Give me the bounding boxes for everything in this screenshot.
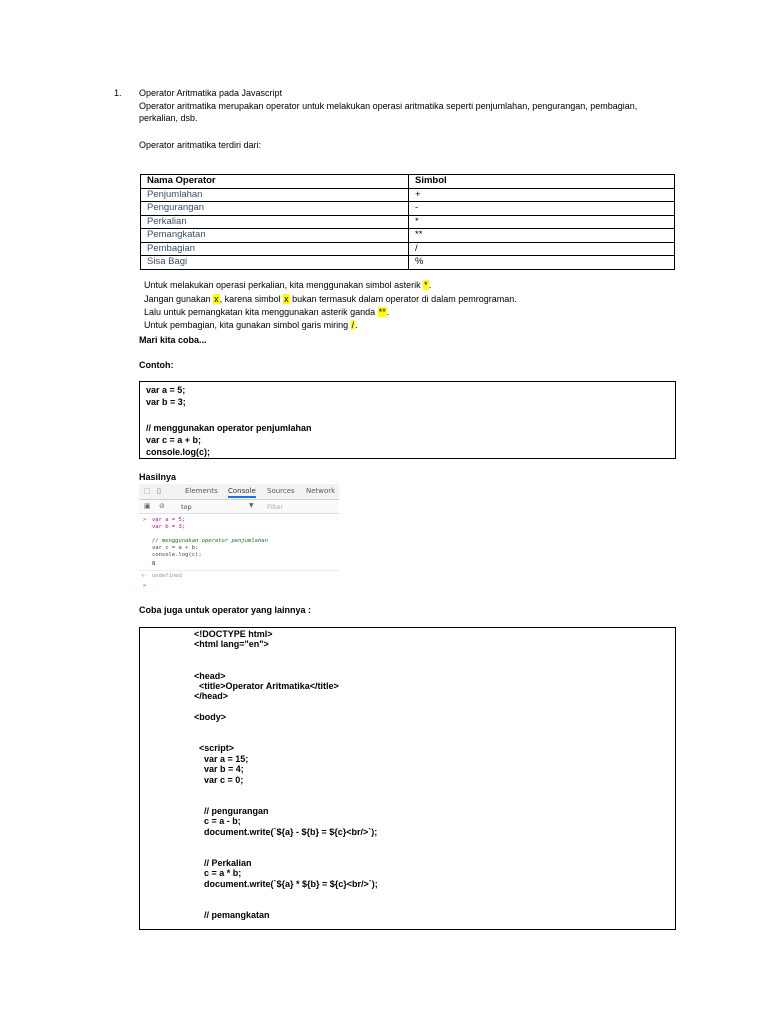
code-line: var c = 0; [194, 774, 244, 785]
code-line: // Perkalian [194, 857, 252, 868]
console-input-line: console.log(c); [152, 552, 202, 558]
operator-table [140, 174, 675, 270]
code-line: c = a * b; [194, 868, 242, 879]
highlight-symbol: / [351, 320, 355, 330]
devtools-screenshot [139, 484, 339, 596]
inspect-icon[interactable]: ⬚ [144, 487, 151, 495]
code-line: </head> [194, 691, 229, 702]
dropdown-arrow-icon[interactable]: ▼ [249, 502, 254, 509]
example-code-box [139, 381, 676, 459]
operator-name: Penjumlahan [141, 188, 409, 202]
console-input-line: var b = 3; [152, 524, 186, 530]
note-text: . [386, 307, 390, 317]
example-heading: Contoh: [139, 360, 174, 370]
tab-network[interactable]: Network [306, 487, 336, 495]
list-number: 1. [114, 88, 122, 98]
section-title: Operator Aritmatika pada Javascript [139, 88, 283, 98]
code-line: console.log(c); [146, 447, 211, 457]
note-text: Untuk pembagian, kita gunakan simbol garis miring [144, 320, 351, 330]
table-row [141, 229, 675, 243]
table-row [141, 202, 675, 216]
tab-elements[interactable]: Elements [185, 487, 218, 495]
operator-name: Perkalian [141, 215, 409, 229]
highlight-symbol: x [214, 294, 219, 304]
code-line: <html lang="en"> [194, 639, 269, 650]
code-line: <!DOCTYPE html> [194, 629, 273, 639]
table-row [141, 256, 675, 270]
context-selector[interactable]: top [181, 503, 192, 511]
header-name: Nama Operator [141, 175, 409, 189]
note-text: bukan termasuk dalam operator di dalam pemrograman. [289, 294, 517, 304]
intro-line-2: perkalian, dsb. [139, 113, 198, 123]
table-header-row [141, 175, 675, 189]
code-line: // pemangkatan [194, 909, 270, 920]
console-comment-line: // menggunakan operator penjumlahan [152, 538, 268, 544]
note-division [139, 309, 358, 331]
input-prompt-icon: > [143, 517, 147, 523]
highlight-symbol: x [284, 294, 289, 304]
note-text: Untuk melakukan operasi perkalian, kita menggunakan simbol asterik [144, 280, 424, 290]
code-line: var b = 4; [194, 764, 244, 775]
note-text: , karena simbol [219, 294, 284, 304]
console-prompt-icon[interactable]: > [143, 583, 147, 589]
table-lead: Operator aritmatika terdiri dari: [139, 140, 262, 150]
code-line: var b = 3; [146, 397, 186, 407]
code-line: var a = 5; [146, 385, 186, 395]
code-line: var a = 15; [194, 753, 249, 764]
console-output-value: 8 [152, 561, 156, 567]
code-line: <script> [194, 743, 235, 754]
result-heading: Hasilnya [139, 472, 177, 482]
console-input-line: var c = a + b; [152, 545, 199, 551]
tab-console[interactable]: Console [228, 487, 256, 498]
code-line: <title>Operator Aritmatika</title> [194, 681, 339, 691]
note-text: . [428, 280, 432, 290]
operator-symbol: ** [409, 229, 675, 243]
code-line: document.write(`${a} * ${b} = ${c}<br/>`); [194, 878, 378, 889]
table-row [141, 242, 675, 256]
console-return-value: undefined [152, 573, 182, 579]
note-text: Lalu untuk pemangkatan kita menggunakan asterik ganda [144, 307, 378, 317]
table-row [141, 188, 675, 202]
sidebar-toggle-icon[interactable]: ▣ [144, 502, 151, 510]
console-filter-input[interactable]: Filter [267, 503, 284, 511]
code-line: <head> [194, 670, 226, 681]
full-code-box [139, 627, 676, 930]
code-line: document.write(`${a} - ${b} = ${c}<br/>`); [194, 826, 378, 837]
operator-name: Pemangkatan [141, 229, 409, 243]
operator-name: Pengurangan [141, 202, 409, 216]
tab-sources[interactable]: Sources [267, 487, 295, 495]
also-heading: Coba juga untuk operator yang lainnya : [139, 605, 312, 615]
code-line: // menggunakan operator penjumlahan [146, 423, 312, 433]
device-toggle-icon[interactable]: ▯ [157, 487, 161, 495]
note-text: . [355, 320, 358, 330]
console-toolbar [139, 500, 339, 514]
operator-name: Sisa Bagi [141, 256, 409, 270]
code-line: <body> [194, 712, 227, 723]
highlight-symbol: * [424, 280, 428, 290]
code-line: c = a - b; [194, 816, 241, 827]
operator-symbol: % [409, 256, 675, 270]
table-row [141, 215, 675, 229]
return-arrow-icon: <· [141, 573, 148, 579]
highlight-symbol: ** [378, 307, 386, 317]
operator-symbol: - [409, 202, 675, 216]
operator-symbol: * [409, 215, 675, 229]
devtools-tabbar [139, 484, 339, 500]
try-heading: Mari kita coba... [139, 335, 207, 345]
operator-symbol: + [409, 188, 675, 202]
code-line: // pengurangan [194, 805, 269, 816]
console-divider [139, 570, 339, 571]
operator-name: Pembagian [141, 242, 409, 256]
operator-symbol: / [409, 242, 675, 256]
clear-console-icon[interactable]: ⊘ [159, 502, 165, 510]
header-symbol: Simbol [409, 175, 675, 189]
note-text: Jangan gunakan [144, 294, 214, 304]
console-input-line: var a = 5; [152, 517, 186, 523]
intro-line-1: Operator aritmatika merupakan operator untuk melakukan operasi aritmatika seperti penjumlahan, pengurangan, pembagian, [139, 101, 638, 111]
code-line: var c = a + b; [146, 435, 202, 445]
